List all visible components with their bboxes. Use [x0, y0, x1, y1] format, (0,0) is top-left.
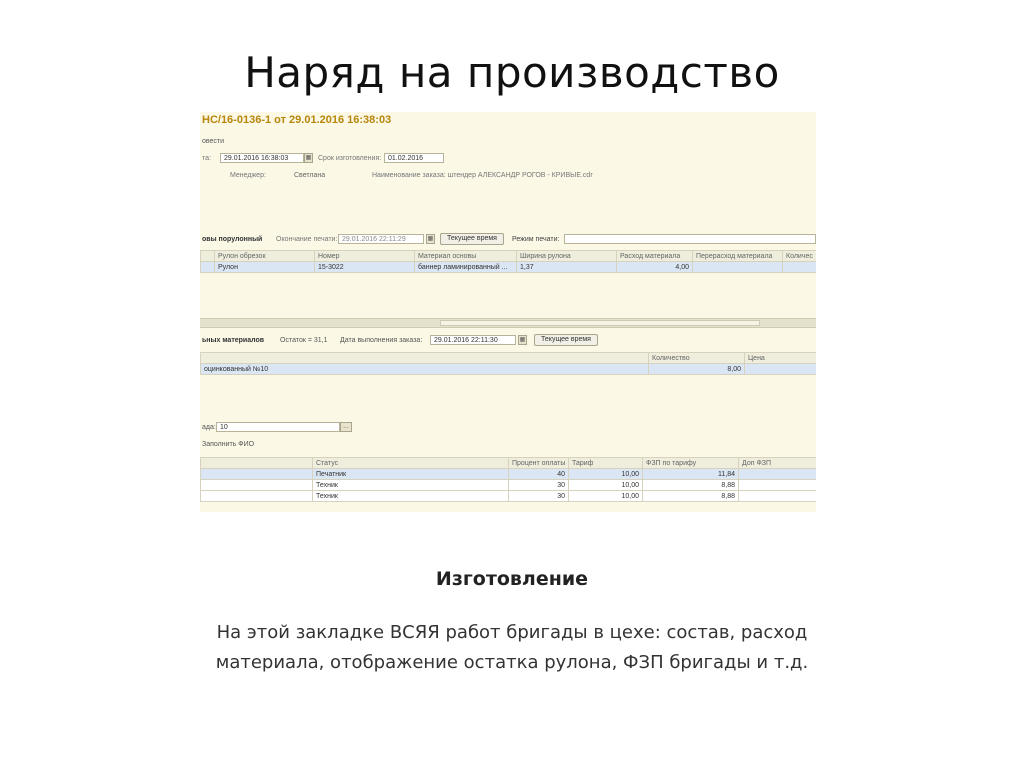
overuse-cell — [693, 262, 783, 273]
post-button[interactable]: овести — [202, 138, 225, 145]
status-cell: Техник — [313, 480, 509, 491]
deadline-field[interactable]: 01.02.2016 — [384, 153, 444, 163]
current-time-button[interactable]: Текущее время — [534, 334, 598, 346]
print-end-label: Окончание печати: — [276, 236, 338, 243]
table-row[interactable] — [201, 469, 817, 480]
current-time-button[interactable]: Текущее время — [440, 233, 504, 245]
column-header[interactable]: Процент оплаты — [509, 458, 569, 469]
team-label: ада: — [202, 424, 216, 431]
column-header[interactable]: Рулон обрезок — [215, 251, 315, 262]
slide-title: Наряд на производство — [244, 48, 780, 97]
column-header[interactable]: Количество — [649, 353, 745, 364]
table-row[interactable] — [201, 491, 817, 502]
percent-cell: 30 — [509, 480, 569, 491]
qty-cell — [783, 262, 817, 273]
price-cell — [745, 364, 817, 375]
fzp-cell: 8,88 — [643, 480, 739, 491]
column-header[interactable] — [201, 458, 313, 469]
material-name-cell: оцинкованный №10 — [201, 364, 649, 375]
column-header[interactable]: Номер — [315, 251, 415, 262]
column-header[interactable]: Перерасход материала — [693, 251, 783, 262]
column-header[interactable]: Материал основы — [415, 251, 517, 262]
exec-date-field[interactable]: 29.01.2016 22:11:30 — [430, 335, 516, 345]
width-cell: 1,37 — [517, 262, 617, 273]
column-header[interactable]: Расход материала — [617, 251, 693, 262]
roll-type-cell: Рулон — [215, 262, 315, 273]
column-header[interactable]: Тариф — [569, 458, 643, 469]
roll-number-cell: 15-3022 — [315, 262, 415, 273]
slide-description: На этой закладке ВСЯЯ работ бригады в цехе: состав, расход материала, отображение остатка рулона, ФЗП бригады и т.д. — [215, 622, 809, 673]
tariff-cell: 10,00 — [569, 491, 643, 502]
fzp-cell: 11,84 — [643, 469, 739, 480]
table-row[interactable] — [201, 262, 817, 273]
roll-section-title: овы порулонный — [202, 236, 263, 243]
slide-subtitle: Изготовление — [435, 568, 589, 590]
consumption-cell: 4,00 — [617, 262, 693, 273]
print-end-field[interactable]: 29.01.2016 22:11:29 — [338, 234, 424, 244]
order-name-label: Наименование заказа: штендер АЛЕКСАНДР РОГОВ - КРИВЫЕ.cdr — [372, 172, 593, 179]
roll-table — [200, 250, 816, 273]
remainder-label: Остаток = 31,1 — [280, 337, 328, 344]
manager-value: Светлана — [294, 172, 326, 179]
tariff-cell: 10,00 — [569, 480, 643, 491]
column-header[interactable]: Статус — [313, 458, 509, 469]
print-mode-label: Режим печати: — [512, 236, 560, 243]
calendar-icon[interactable]: ▦ — [305, 155, 312, 161]
print-mode-field[interactable] — [564, 234, 816, 244]
splitter-handle[interactable] — [440, 320, 760, 326]
qty-cell: 8,00 — [649, 364, 745, 375]
column-header[interactable]: Доп ФЗП — [739, 458, 817, 469]
material-cell: баннер ламинированный ... — [415, 262, 517, 273]
date-field[interactable]: 29.01.2016 16:38:03 — [220, 153, 304, 163]
app-screenshot — [200, 112, 816, 512]
column-header[interactable]: ФЗП по тарифу — [643, 458, 739, 469]
fill-fio-button[interactable]: Заполнить ФИО — [202, 441, 255, 448]
percent-cell: 30 — [509, 491, 569, 502]
deadline-label: Срок изготовления: — [318, 155, 382, 162]
column-header[interactable]: Цена — [745, 353, 817, 364]
team-field[interactable]: 10 — [216, 422, 340, 432]
percent-cell: 40 — [509, 469, 569, 480]
select-button[interactable]: … — [340, 422, 352, 432]
table-row[interactable] — [201, 480, 817, 491]
calendar-icon[interactable]: ▦ — [519, 337, 526, 343]
fzp-cell: 8,88 — [643, 491, 739, 502]
extra-fzp-cell — [739, 491, 817, 502]
materials-table — [200, 352, 816, 375]
tariff-cell: 10,00 — [569, 469, 643, 480]
calendar-icon[interactable]: ▦ — [427, 236, 434, 242]
extra-fzp-cell — [739, 469, 817, 480]
document-title: НС/16-0136-1 от 29.01.2016 16:38:03 — [202, 114, 392, 126]
status-cell: Печатник — [313, 469, 509, 480]
extra-fzp-cell — [739, 480, 817, 491]
manager-label: Менеджер: — [230, 172, 266, 179]
status-cell: Техник — [313, 491, 509, 502]
exec-date-label: Дата выполнения заказа: — [340, 337, 423, 344]
column-header[interactable]: Ширина рулона — [517, 251, 617, 262]
team-table — [200, 457, 816, 502]
column-header[interactable]: Количес — [783, 251, 817, 262]
panel-splitter[interactable] — [200, 318, 816, 328]
table-row[interactable] — [201, 364, 817, 375]
date-label: та: — [202, 155, 211, 162]
materials-section-title: ьных материалов — [202, 337, 265, 344]
